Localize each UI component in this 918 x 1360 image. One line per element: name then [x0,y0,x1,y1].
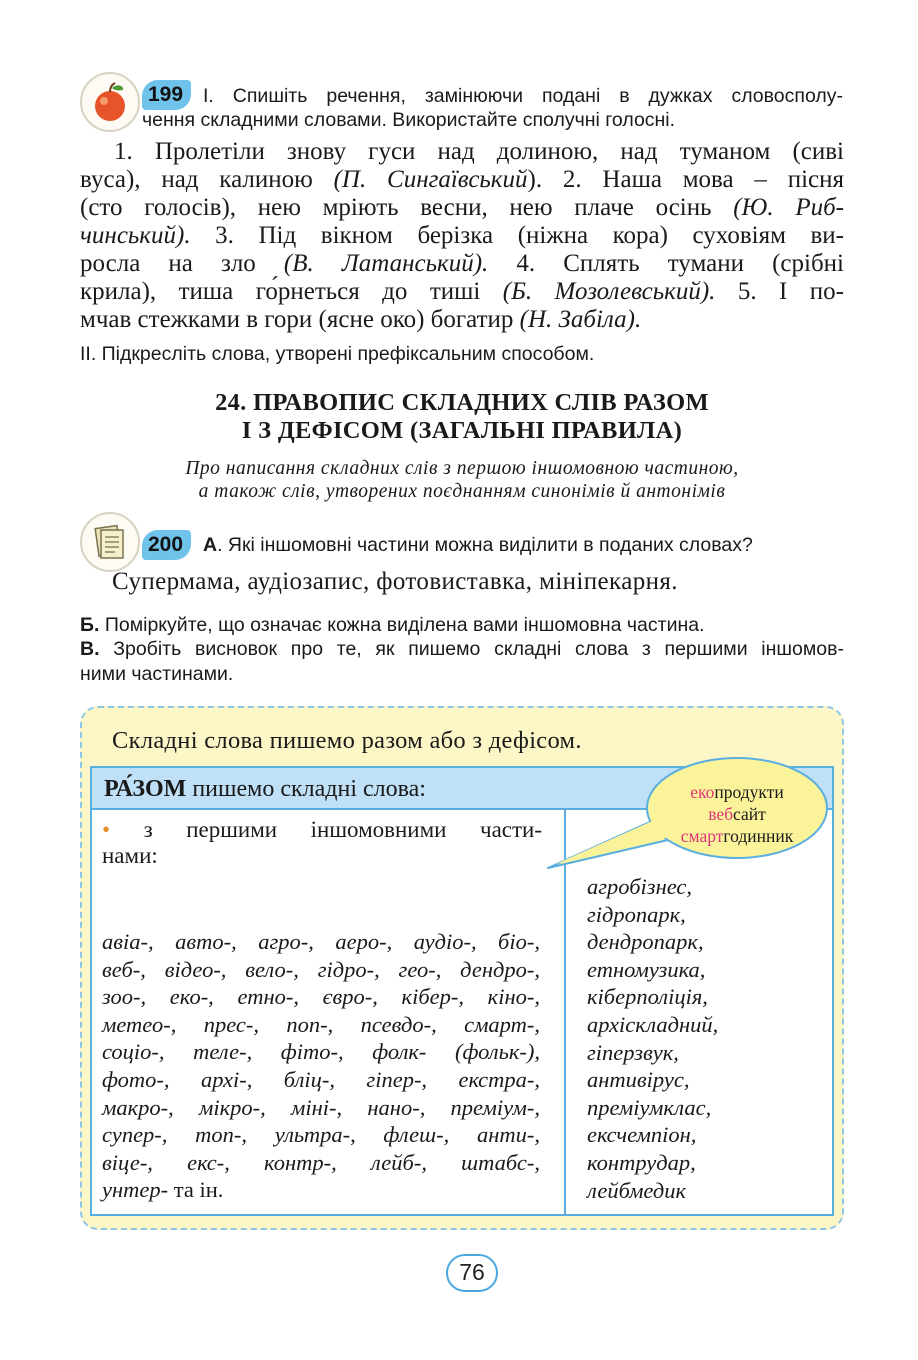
page-number: 76 [446,1254,498,1292]
example-word: лейбмедик [587,1177,687,1203]
exercise-200-words: Супермама, аудіозапис, фотовиставка, мініпекарня. [112,568,678,595]
prefix-line: супер-, топ-, ультра-, флеш-, анти-, [102,1122,540,1148]
prefix-line: унтер- та ін. [102,1177,224,1203]
section-subtitle [80,457,844,503]
exercise-199-task-1-cont [142,108,782,133]
prefix-line: макро-, мікро-, міні-, нано-, преміум-, [102,1094,540,1120]
prefix-line: фото-, архі-, бліц-, гіпер-, екстра-, [102,1066,540,1092]
text-line: вуса), над калиною (П. Сингаївський). 2. Наша мова – пісня [80,166,845,193]
bubble-words [657,781,817,847]
prefix-line: зоо-, еко-, етно-, євро-, кібер-, кіно-, [102,984,540,1010]
exercise-200-task-v [80,637,844,687]
text-line: мчав стежками в гори (ясне око) богатир (Н. Забіла). [80,306,642,333]
task-v-line: В. Зробіть висновок про те, як пишемо складні слова з першими іншомов- [80,638,844,660]
task-1-line: I. Спишіть речення, замінюючи подані в дужках словосполу- [203,85,843,107]
section-subtitle-line-2: а також слів, утворених поєднанням синонімів й антонімів [198,481,726,502]
example-word: антивірус, [587,1067,690,1093]
task-v-line: ними частинами. [80,663,234,685]
task-1-line: чення складними словами. Використайте сполучні голосні. [142,109,676,131]
notes-icon-graphic [82,514,138,570]
example-word: преміумклас, [587,1094,712,1120]
rule-header-bold: РА́ЗОМ [104,776,187,802]
example-word: гідропарк, [587,901,686,927]
example-word: дендропарк, [587,929,704,955]
rule-header-rest: пишемо складні слова: [186,776,426,802]
example-word: агробізнес, [587,874,693,899]
example-word: етномузика, [587,956,706,982]
bubble-word: екопродукти [690,782,784,802]
exercise-number-200: 200 [142,530,191,560]
example-word: кіберполіція, [587,984,708,1010]
text-line: росла на зло (В. Латанський). 4. Сплять тумани (срібні [80,250,844,277]
task-b-letter: Б. [80,614,100,636]
bullet-line: нами: [102,843,158,868]
prefix-line: метео-, прес-, поп-, псевдо-, смарт-, [102,1011,540,1037]
example-word: ексчемпіон, [587,1122,697,1148]
notes-icon [80,512,140,572]
task-a-text: . Які іншомовні частини можна виділити в поданих словах? [217,534,753,556]
example-word: гіперзвук, [587,1039,679,1065]
example-word: архіскладний, [587,1011,719,1037]
prefix-line: авіа-, авто-, агро-, аеро-, аудіо-, біо-, [102,929,540,954]
text-line: крила), тиша го́рнеться до тиші (Б. Мозолевський). 5. І по- [80,278,844,305]
text-line: (сто голосів), нею мріють весни, нею плаче осінь (Ю. Риб- [80,194,844,221]
rule-header-text [104,774,426,804]
example-word: контрудар, [587,1149,696,1175]
exercise-199-task-2: II. Підкресліть слова, утворені префіксальним способом. [80,343,595,365]
task-b-text: Поміркуйте, що означає кожна виділена вами іншомовна частина. [99,614,705,636]
exercise-200-task-b [80,613,844,638]
bullet-dot: • [102,817,111,842]
exercise-199-task-1 [203,84,843,109]
bubble-word: смартгодинник [680,826,794,846]
section-subtitle-line-1: Про написання складних слів з першою іншомовною частиною, [185,458,739,479]
prefix-list [102,928,540,1204]
exercise-number-199: 199 [142,80,191,110]
example-list [587,873,827,1204]
exercise-200-task-a [203,533,843,558]
prefix-line: віце-, екс-, контр-, лейб-, штабс-, [102,1149,540,1175]
task-a-letter: А [203,534,218,556]
rule-bullet [102,817,542,869]
text-line: 1. Пролетіли знову гуси над долиною, над туманом (сиві [114,138,844,165]
prefix-line: соціо-, теле-, фіто-, фолк- (фольк-), [102,1039,540,1065]
rule-intro: Складні слова пишемо разом або з дефісом. [112,727,582,754]
section-title-line-1: 24. ПРАВОПИС СКЛАДНИХ СЛІВ РАЗОМ [215,389,709,416]
bullet-line: • з першими іншомовними части- [102,817,543,842]
text-line: чинський). 3. Під вікном берізка (ніжна кора) суховіям ви- [80,222,844,249]
prefix-line: веб-, відео-, вело-, гідро-, гео-, дендро-, [102,956,540,982]
apple-icon [80,72,140,132]
section-title [80,389,844,445]
exercise-199-text [80,138,844,334]
apple-icon-graphic [82,74,138,130]
bubble-word: вебсайт [708,804,766,824]
section-title-line-2: І З ДЕФІСОМ (ЗАГАЛЬНІ ПРАВИЛА) [241,417,683,444]
